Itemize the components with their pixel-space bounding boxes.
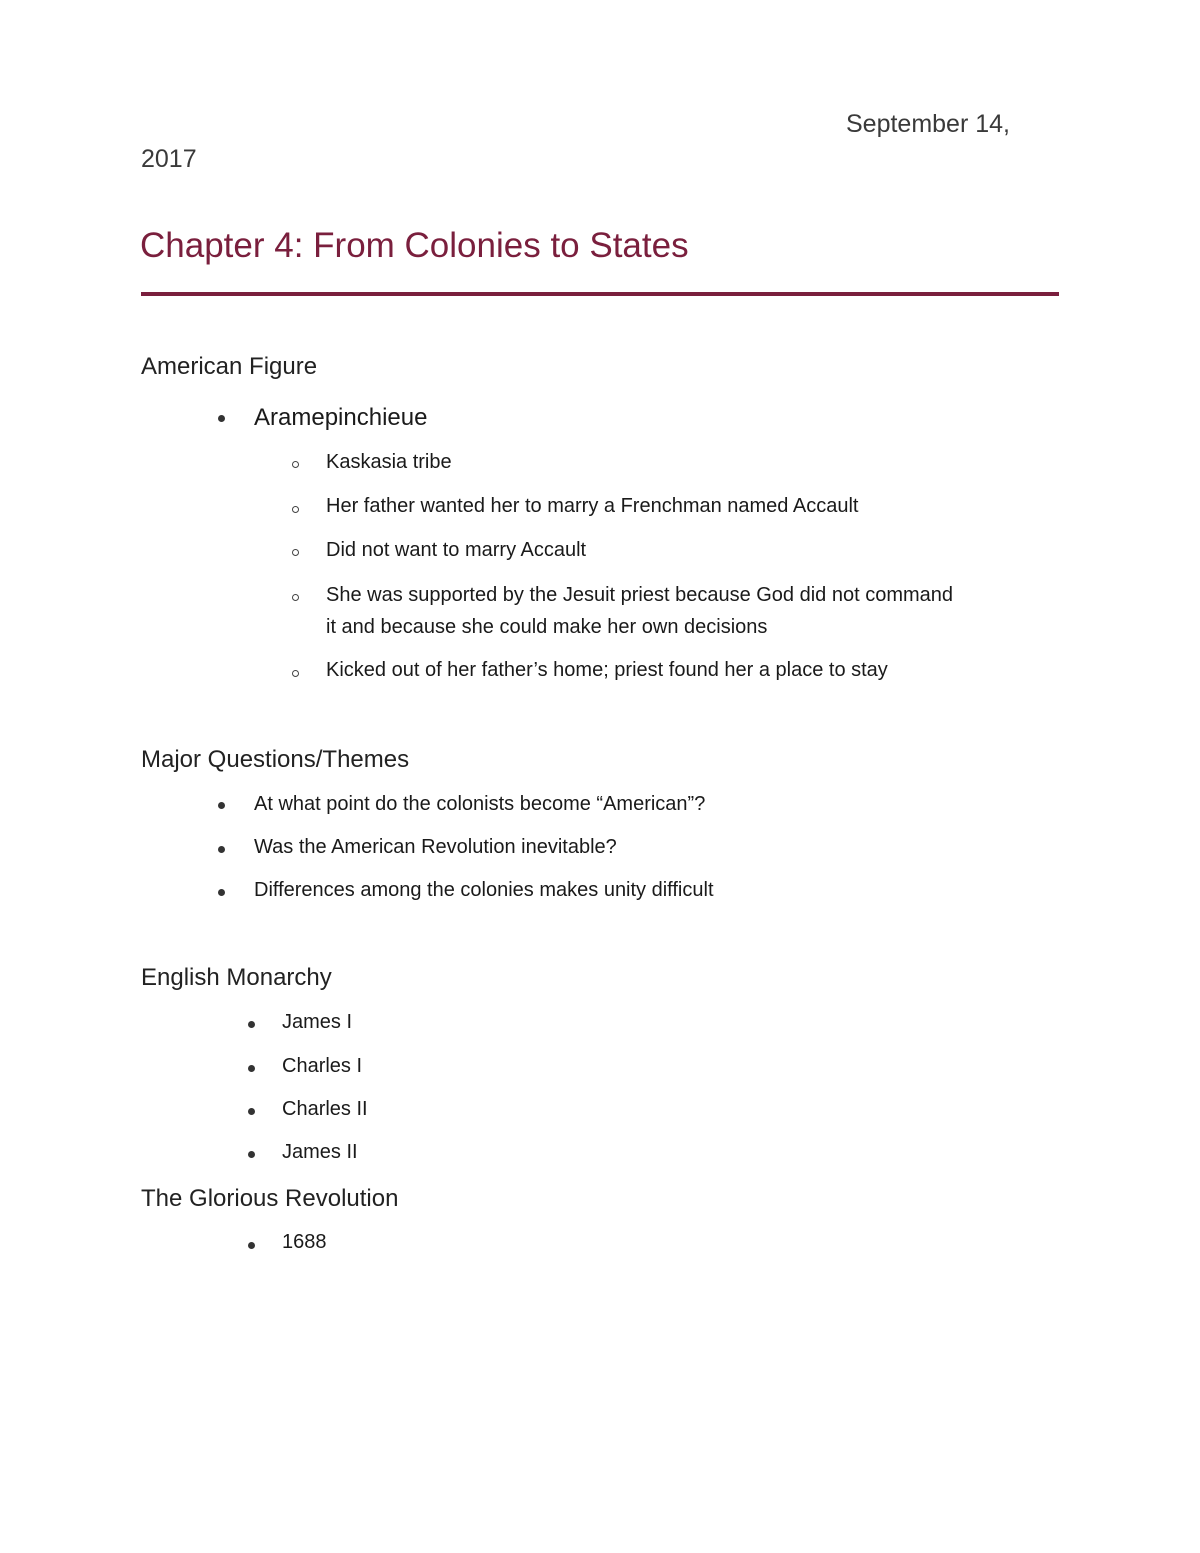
bullet-circle-icon <box>292 549 299 556</box>
bullet-dot-icon <box>218 889 225 896</box>
bullet-circle-icon <box>292 506 299 513</box>
page-title: Chapter 4: From Colonies to States <box>140 226 689 265</box>
bullet-dot-icon <box>248 1021 255 1028</box>
list-item-question: Differences among the colonies makes unity difficult <box>254 879 714 901</box>
list-item-year: 1688 <box>282 1231 327 1253</box>
bullet-dot-icon <box>248 1108 255 1115</box>
bullet-circle-icon <box>292 594 299 601</box>
list-item-detail: Kaskasia tribe <box>326 451 452 473</box>
bullet-dot-icon <box>248 1242 255 1249</box>
bullet-circle-icon <box>292 670 299 677</box>
list-item-monarch: Charles I <box>282 1055 363 1077</box>
section-heading-american-figure: American Figure <box>141 353 318 380</box>
list-item-monarch: James II <box>282 1141 358 1163</box>
list-item-question: At what point do the colonists become “American”? <box>254 793 706 815</box>
bullet-dot-icon <box>248 1065 255 1072</box>
list-item-person: Aramepinchieue <box>254 404 428 431</box>
date-year: 2017 <box>141 145 197 173</box>
date-month-day: September 14, <box>846 110 1010 138</box>
section-heading-english-monarchy: English Monarchy <box>141 964 332 991</box>
bullet-circle-icon <box>292 461 299 468</box>
bullet-dot-icon <box>218 846 225 853</box>
bullet-dot-icon <box>218 802 225 809</box>
list-item-monarch: Charles II <box>282 1098 368 1120</box>
list-item-monarch: James I <box>282 1011 353 1033</box>
section-heading-major-questions: Major Questions/Themes <box>141 746 410 773</box>
list-item-detail: Her father wanted her to marry a Frenchman named Accault <box>326 495 859 517</box>
list-item-detail: Did not want to marry Accault <box>326 539 587 561</box>
section-heading-glorious-revolution: The Glorious Revolution <box>141 1185 399 1212</box>
list-item-detail: Kicked out of her father’s home; priest found her a place to stay <box>326 659 888 681</box>
list-item-detail-continuation: it and because she could make her own decisions <box>326 616 768 638</box>
title-divider <box>141 292 1059 296</box>
list-item-question: Was the American Revolution inevitable? <box>254 836 617 858</box>
bullet-dot-icon <box>248 1151 255 1158</box>
bullet-dot-icon <box>218 415 225 422</box>
list-item-detail: She was supported by the Jesuit priest because God did not command <box>326 584 954 606</box>
